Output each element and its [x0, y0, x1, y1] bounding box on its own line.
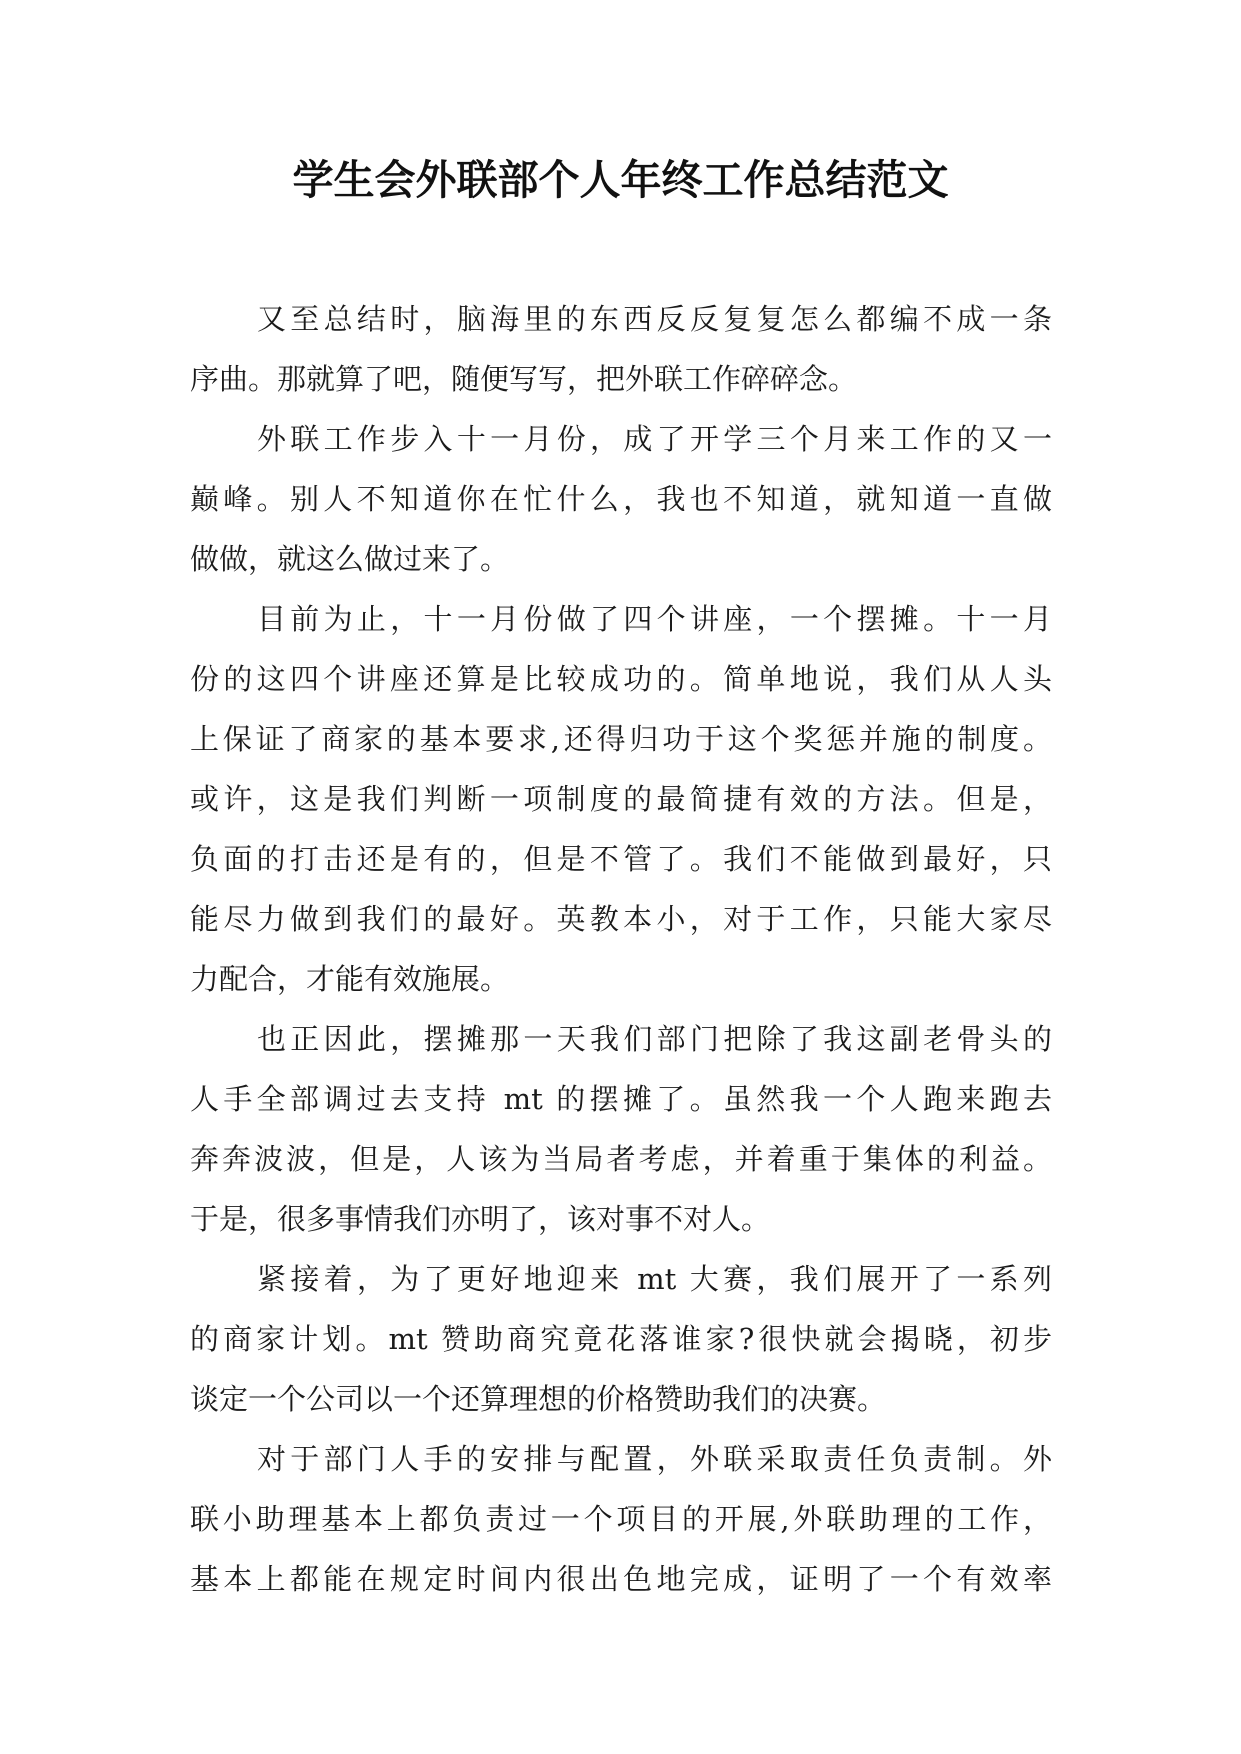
document-title: 学生会外联部个人年终工作总结范文 — [292, 156, 949, 204]
body-line: 联小助理基本上都负责过一个项目的开展,外联助理的工作， — [190, 1502, 1052, 1536]
body-line: 谈定一个公司以一个还算理想的价格赞助我们的决赛。 — [190, 1382, 887, 1416]
body-line: 份的这四个讲座还算是比较成功的。简单地说，我们从人头 — [190, 662, 1052, 696]
body-line: 目前为止，十一月份做了四个讲座，一个摆摊。十一月 — [257, 602, 1052, 636]
body-line: 也正因此，摆摊那一天我们部门把除了我这副老骨头的 — [257, 1022, 1052, 1056]
body-line: 的商家计划。mt 赞助商究竟花落谁家?很快就会揭晓，初步 — [190, 1322, 1052, 1356]
body-line: 紧接着，为了更好地迎来 mt 大赛，我们展开了一系列 — [257, 1262, 1052, 1296]
body-line: 做做，就这么做过来了。 — [190, 542, 510, 576]
body-line: 外联工作步入十一月份，成了开学三个月来工作的又一 — [257, 422, 1052, 456]
body-line: 巅峰。别人不知道你在忙什么，我也不知道，就知道一直做 — [190, 482, 1052, 516]
body-line: 对于部门人手的安排与配置，外联采取责任负责制。外 — [257, 1442, 1052, 1476]
body-line: 人手全部调过去支持 mt 的摆摊了。虽然我一个人跑来跑去 — [190, 1082, 1052, 1116]
body-line: 于是，很多事情我们亦明了，该对事不对人。 — [190, 1202, 771, 1236]
body-line: 或许，这是我们判断一项制度的最简捷有效的方法。但是， — [190, 782, 1052, 816]
body-line: 序曲。那就算了吧，随便写写，把外联工作碎碎念。 — [190, 362, 858, 396]
body-line: 奔奔波波，但是，人该为当局者考虑，并着重于集体的利益。 — [190, 1142, 1052, 1176]
body-line: 上保证了商家的基本要求,还得归功于这个奖惩并施的制度。 — [190, 722, 1052, 756]
body-line: 负面的打击还是有的，但是不管了。我们不能做到最好，只 — [190, 842, 1052, 876]
document-body — [190, 289, 1052, 1609]
body-line: 能尽力做到我们的最好。英教本小，对于工作，只能大家尽 — [190, 902, 1052, 936]
body-line: 又至总结时，脑海里的东西反反复复怎么都编不成一条 — [257, 302, 1052, 336]
body-line: 基本上都能在规定时间内很出色地完成，证明了一个有效率 — [190, 1562, 1052, 1596]
body-line: 力配合，才能有效施展。 — [190, 962, 510, 996]
